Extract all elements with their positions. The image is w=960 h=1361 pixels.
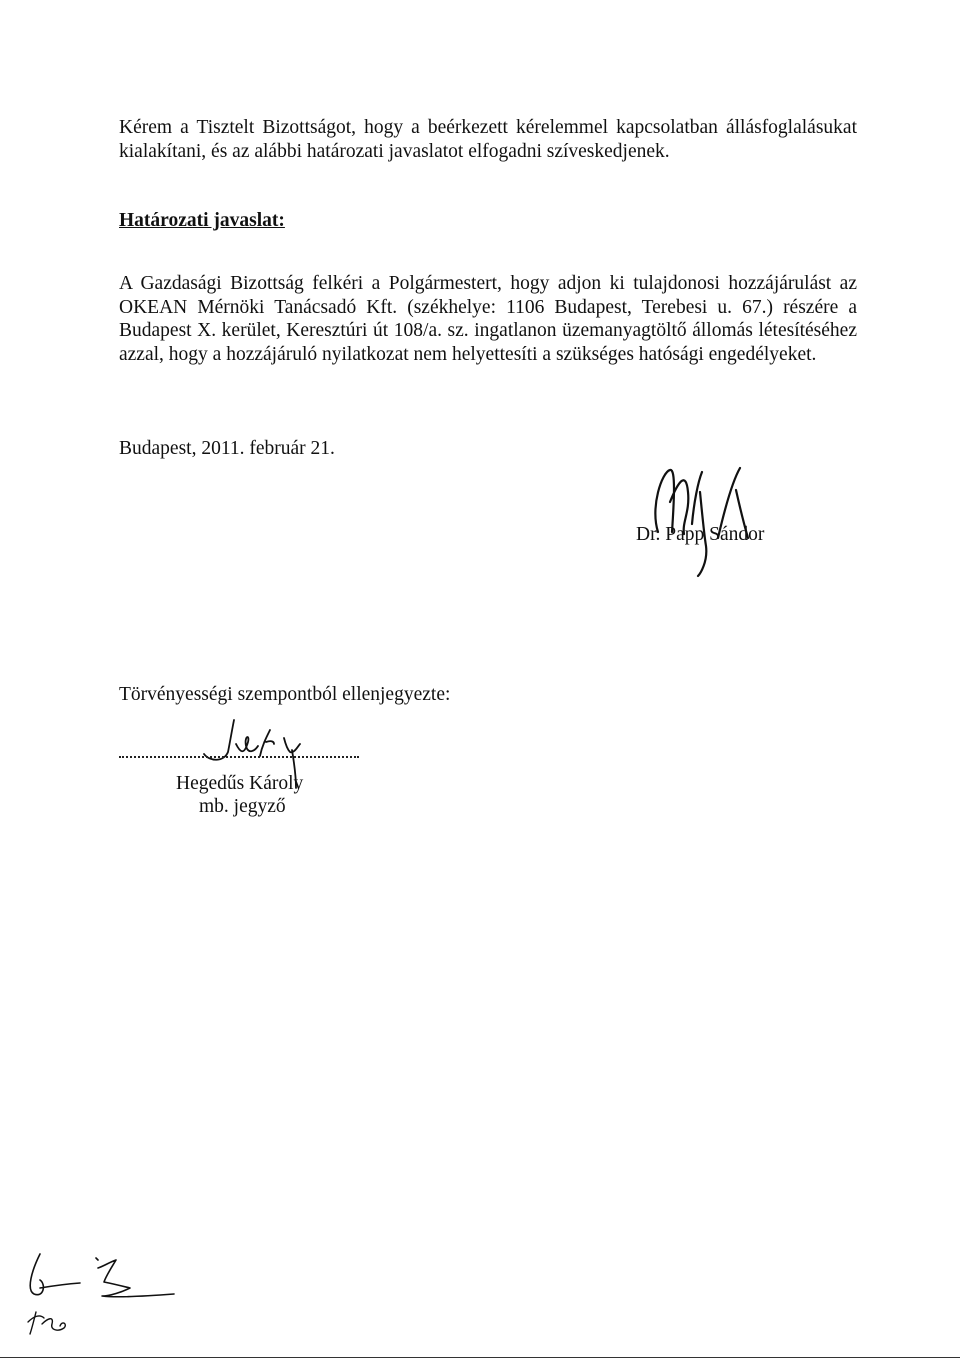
resolution-line-3: Budapest X. kerület, Keresztúri út 108/a. sz. ingatlanon üzemanyagtöltő állomás létesítéséhez: [119, 320, 857, 341]
signer-name: Dr. Papp Sándor: [636, 524, 765, 545]
countersigner-name: Hegedűs Károly: [176, 773, 304, 794]
resolution-line-4: azzal, hogy a hozzájáruló nyilatkozat nem helyettesíti a szükséges hatósági engedélyeket.: [119, 343, 817, 365]
intro-line-1: Kérem a Tisztelt Bizottságot, hogy a beérkezett kérelemmel kapcsolatban állásfoglalásukat: [119, 117, 857, 138]
resolution-line-2: OKEAN Mérnöki Tanácsadó Kft. (székhelye: 1106 Budapest, Terebesi u. 67.) részére a: [119, 296, 857, 318]
page-bottom-edge: [0, 1357, 960, 1358]
resolution-heading: Határozati javaslat:: [119, 210, 285, 231]
signature-mark: [640, 462, 760, 577]
resolution-line-1: A Gazdasági Bizottság felkéri a Polgármestert, hogy adjon ki tulajdonosi hozzájárulást az: [119, 273, 857, 294]
intro-paragraph: [119, 116, 857, 163]
countersigner-role: mb. jegyző: [199, 796, 286, 817]
intro-line-2: kialakítani, és az alábbi határozati javaslatot elfogadni szíveskedjenek.: [119, 140, 670, 162]
signature-dotted-line: [119, 756, 359, 758]
countersign-label: Törvényességi szempontból ellenjegyezte:: [119, 684, 451, 705]
resolution-paragraph: [119, 272, 857, 366]
document-date: Budapest, 2011. február 21.: [119, 438, 335, 459]
margin-handwritten-mark: [18, 1250, 188, 1350]
